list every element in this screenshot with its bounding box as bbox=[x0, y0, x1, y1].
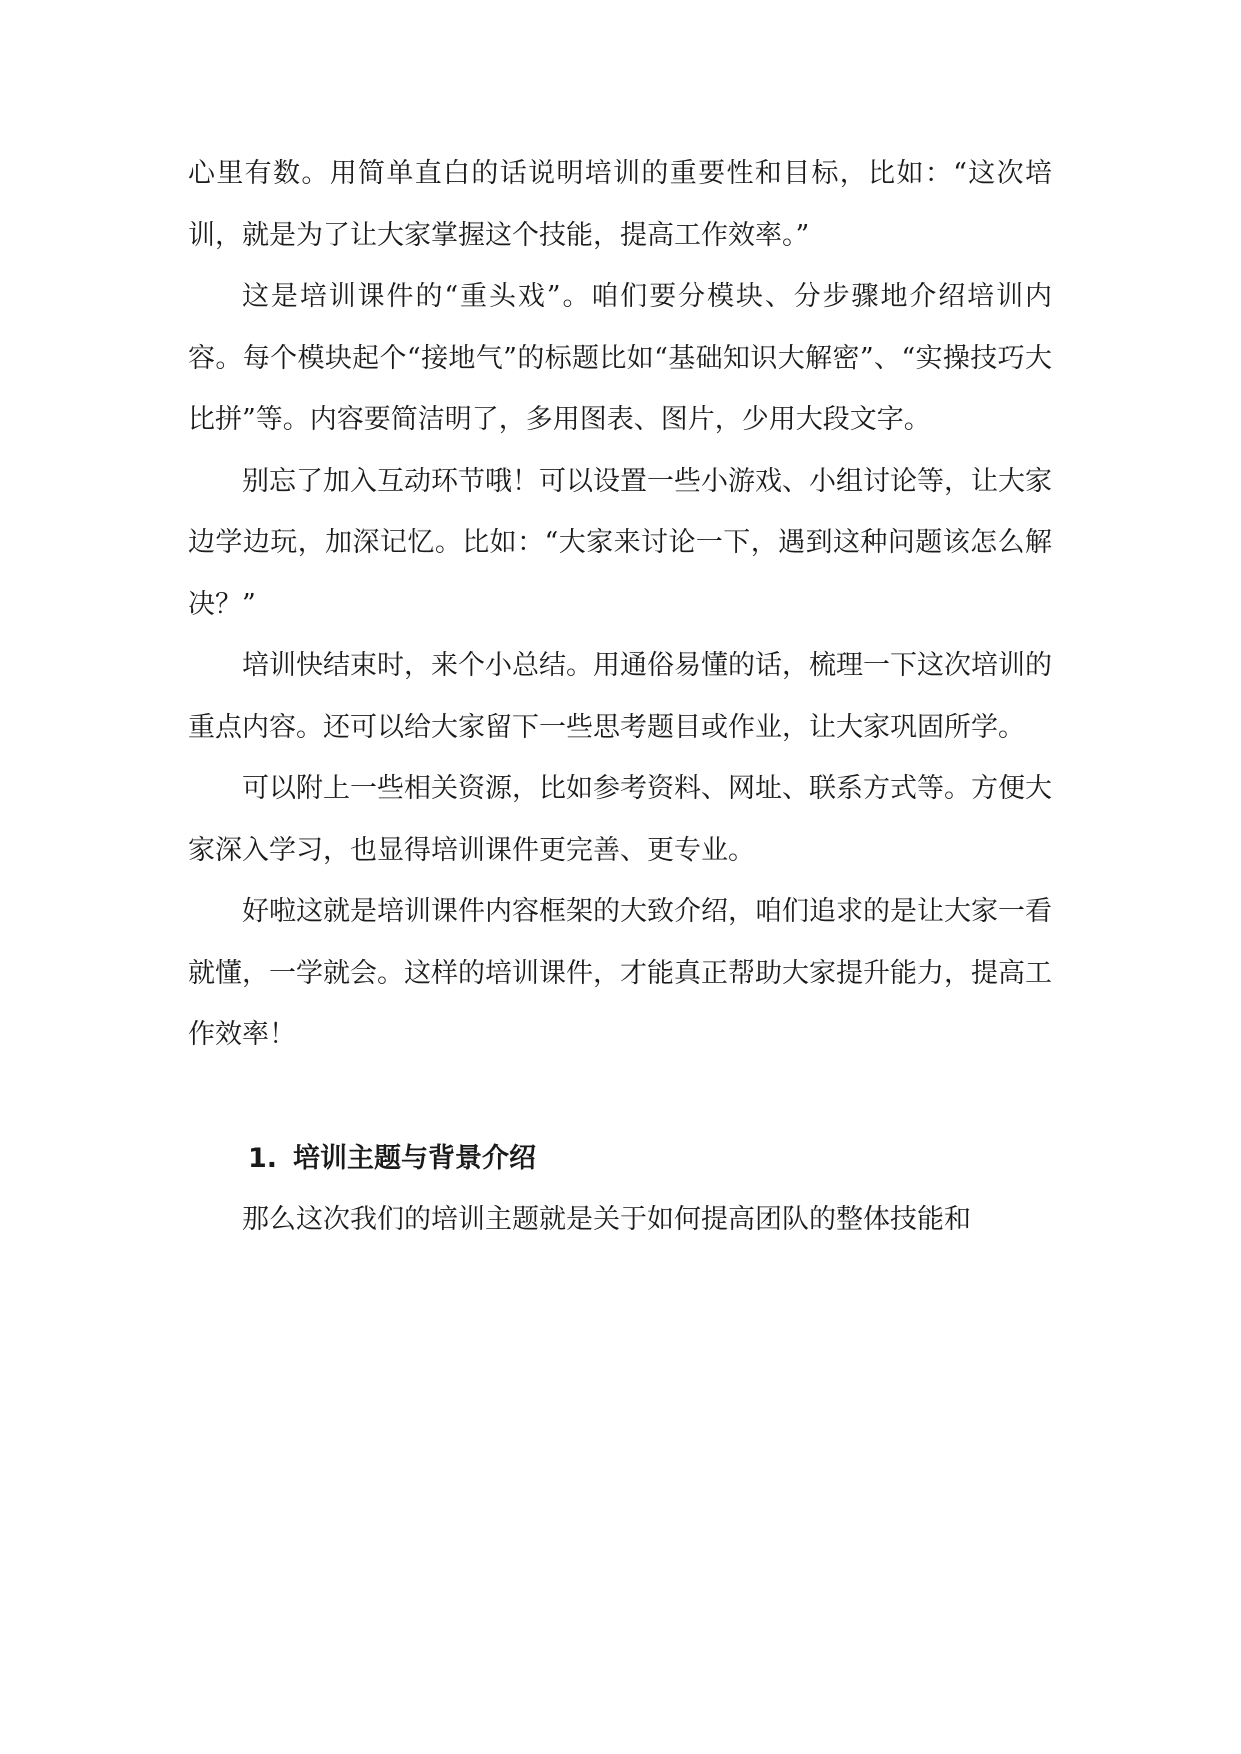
paragraph-continuation: 心里有数。用简单直白的话说明培训的重要性和目标，比如：“这次培训，就是为了让大家掌握这个技能，提高工作效率。” bbox=[188, 158, 1052, 251]
paragraph-main-content: 这是培训课件的“重头戏”。咱们要分模块、分步骤地介绍培训内容。每个模块起个“接地气”的标题比如“基础知识大解密”、“实操技巧大比拼”等。内容要简洁明了，多用图表、图片，少用大段文字。 bbox=[188, 281, 1052, 435]
paragraph-interaction: 别忘了加入互动环节哦！可以设置一些小游戏、小组讨论等，让大家边学边玩，加深记忆。比如：“大家来讨论一下，遇到这种问题该怎么解决？” bbox=[188, 465, 1052, 620]
paragraph-conclusion: 好啦这就是培训课件内容框架的大致介绍，咱们追求的是让大家一看就懂，一学就会。这样的培训课件，才能真正帮助大家提升能力，提高工作效率！ bbox=[188, 896, 1052, 1050]
paragraph-resources: 可以附上一些相关资源，比如参考资料、网址、联系方式等。方便大家深入学习，也显得培训课件更完善、更专业。 bbox=[188, 773, 1052, 866]
document-body bbox=[188, 143, 1052, 1251]
section-number: 1. bbox=[248, 1142, 278, 1174]
section-heading bbox=[188, 1128, 1052, 1190]
paragraph-section-intro: 那么这次我们的培训主题就是关于如何提高团队的整体技能和 bbox=[242, 1204, 971, 1235]
section-title: 培训主题与背景介绍 bbox=[293, 1142, 537, 1174]
paragraph-summary: 培训快结束时，来个小总结。用通俗易懂的话，梳理一下这次培训的重点内容。还可以给大家留下一些思考题目或作业，让大家巩固所学。 bbox=[188, 650, 1052, 743]
